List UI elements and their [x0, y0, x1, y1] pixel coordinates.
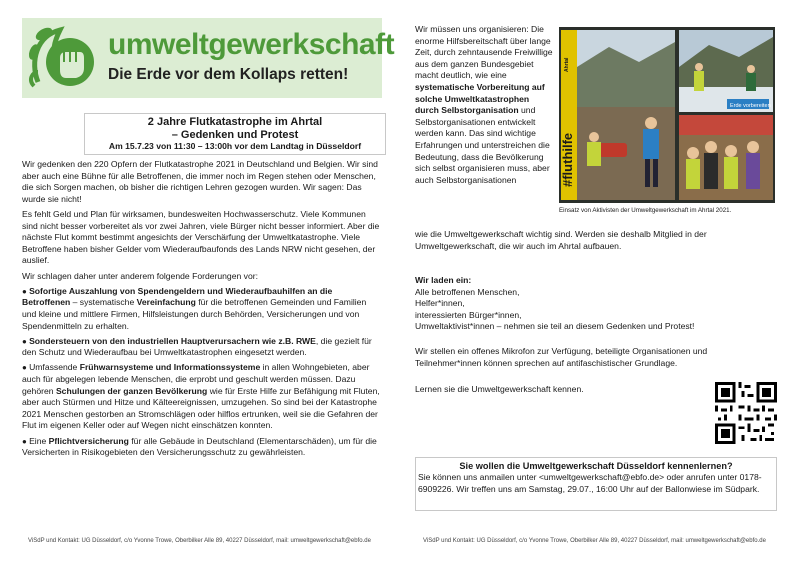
fluthilfe-tag: #fluthilfe — [560, 132, 575, 187]
organize-paragraph — [415, 24, 555, 186]
demand-1-mid: – systematische — [70, 297, 137, 308]
demand-2-bold: Sondersteuern von den industriellen Hauptverursachern wie z.B. RWE — [29, 335, 316, 346]
demand-item-4 — [22, 436, 382, 459]
organize-bold: systematische Vorbereitung auf solche Umweltkatastrophen durch Selbstorganisation — [415, 81, 545, 116]
invitation-line-3: interessierten Bürger*innen, — [415, 309, 522, 320]
demand-item-2 — [22, 336, 382, 359]
logo-title: umweltgewerkschaft — [108, 28, 395, 61]
organize-text-1: Wir müssen uns organisieren: Die enorme Hilfsbereitschaft über lange Zeit, durch zehntausende Freiwillige aus dem ganzen Bundesgebiet macht deutlich, wie eine — [415, 24, 553, 81]
paragraph-intro: Wir gedenken den 220 Opfern der Flutkatastrophe 2021 in Deutschland und Belgien. Wir sind aber auch eine Bühne für alle Betroffenen, die immer noch im Regen stehen oder Menschen, die sich Sorgen machen, ob bisher die richtigen Lehren gezogen wurden. Wir sagen: Das wurde sie nicht! — [22, 159, 378, 204]
demand-4-b: für alle Gebäude in Deutschland (Elementarschäden), um für die Versicherten in Risikogebieten den Versicherungsschutz zu gewährleisten. — [22, 435, 377, 458]
photo-collage-image — [559, 27, 775, 203]
demand-3-a: Umfassende — [29, 362, 80, 373]
demand-1-bold: Sofortige Auszahlung von Spendengeldern und Wiederaufbauhilfen an die Betroffenen — [22, 285, 333, 308]
event-title: 2 Jahre Flutkatastrophe im Ahrtal — [147, 116, 323, 128]
event-subtitle: – Gedenken und Protest — [171, 128, 299, 141]
demand-2-rest: , die gezielt für den Schutz und Wiederaufbau bei Umweltkatastrophen eingesetzt werden. — [22, 335, 372, 358]
demand-4-a: Eine — [29, 435, 49, 446]
photo-caption: Einsatz von Aktivisten der Umweltgewerkschaft im Ahrtal 2021. — [559, 207, 732, 214]
invitation-line-2: Helfer*innen, — [415, 298, 465, 309]
demand-3-bold: Frühwarnsysteme und Informationssysteme — [79, 362, 261, 373]
contact-text: Sie können uns anmailen unter <umweltgewerkschaft@ebfo.de> oder anrufen unter 0178-6909226. Wir treffen uns am Samstag, 29.07., 16:00 Uhr auf der Ballonwiese im Südpark. — [418, 472, 762, 494]
paragraph-demands-intro: Wir schlagen daher unter anderem folgende Forderungen vor: — [22, 270, 258, 281]
event-heading-box — [84, 113, 386, 155]
event-date: Am 15.7.23 von 11:30 – 13:00h vor dem Landtag in Düsseldorf — [108, 141, 362, 151]
membership-paragraph: wie die Umweltgewerkschaft wichtig sind. Werden sie deshalb Mitglied in der Umweltgewerkschaft, die wir auch im Ahrtal aufbauen. — [415, 229, 707, 251]
organize-text-2: und Selbstorganisationen entwickelt werden kann. Das sind wichtige Erfahrungen und unterstreichen die Bedeutung, dass die Bevölkerung sich selbst organisieren muss, aber auch Selbstorganisationen — [415, 105, 550, 185]
right-footer-imprint: ViSdP und Kontakt: UG Düsseldorf, c/o Yvonne Trowe, Oberbilker Alle 89, 40227 Düsseldorf, mail: umweltgewerkschaft@ebfo.de — [423, 538, 766, 544]
photo-label: Erde vorbereiten — [730, 103, 771, 109]
paragraph-funding: Es fehlt Geld und Plan für wirksamen, bundesweiten Hochwasserschutz. Viele Kommunen sind nicht besser vorbereitet als vor zwei Jahren, viele Bürger nicht besser informiert. Aber die nächste Flut kommt bestimmt angesichts der Verschärfung der Umweltkatastrophe. Viele Betroffene haben bisher Gelder vom Wiederaufbaufonds des Lands NRW nicht gesehen, der auslief. — [22, 208, 380, 266]
learn-more-text: Lernen sie die Umweltgewerkschaft kennen. — [415, 384, 584, 394]
invitation-line-4: Umweltaktivist*innen – nehmen sie teil an diesem Gedenken und Protest! — [415, 321, 695, 332]
left-footer-imprint: ViSdP und Kontakt: UG Düsseldorf, c/o Yvonne Trowe, Oberbilker Alle 89, 40227 Düsseldorf, mail: umweltgewerkschaft@ebfo.de — [28, 538, 371, 544]
logo-subtitle: Die Erde vor dem Kollaps retten! — [108, 66, 349, 83]
logo-banner — [22, 18, 395, 98]
demand-3-bold2: Schulungen der ganzen Bevölkerung — [55, 385, 208, 396]
left-body-text — [22, 159, 382, 462]
invitation-block — [415, 275, 775, 333]
left-column — [22, 0, 395, 576]
open-mic-paragraph: Wir stellen ein offenes Mikrofon zur Verfügung, beteiligte Organisationen und Teilnehmer*innen können sprechen auf antifaschistischer Grundlage. — [415, 346, 708, 368]
right-column — [415, 0, 775, 576]
demand-item-1 — [22, 286, 382, 332]
ahrtal-badge: Ahrtal — [564, 57, 570, 72]
invitation-line-1: Alle betroffenen Menschen, — [415, 286, 520, 297]
demand-4-bold: Pflichtversicherung — [48, 435, 129, 446]
contact-title: Sie wollen die Umweltgewerkschaft Düsseldorf kennenlernen? — [459, 461, 733, 471]
demand-1-rest: für die betroffenen Gemeinden und Familien und kleine und mittlere Firmen, Hilfsleistungen durch Behörden, Versicherungen und von Spendenmitteln zu erhalten. — [22, 297, 367, 331]
flood-relief-photo-collage — [559, 27, 775, 203]
invitation-heading: Wir laden ein: — [415, 275, 472, 285]
qr-code-icon[interactable] — [715, 382, 777, 444]
demand-item-3 — [22, 362, 382, 432]
demand-3-b: in allen Wohngebieten, aber auch für abgelegen lebende Menschen, die erprobt und geschult werden müssen. Dazu gehören — [22, 362, 370, 396]
demand-3-c: wie für Erste Hilfe zur Befähigung mit Fluten, aber auch Stürmen und Hitze und Kälteereignissen, umzugehen. So sind bei der Katastrophe 2021 Menschen gestorben an Stromschlägen oder hilflos ertrunken, weil sie die Gefahren der Flut im eigenen Keller oder auf Wegen nicht einschätzen konnten. — [22, 385, 380, 431]
fist-leaf-logo-icon — [26, 22, 96, 94]
contact-box — [415, 457, 777, 511]
demand-1-bold2: Vereinfachung — [136, 297, 196, 308]
